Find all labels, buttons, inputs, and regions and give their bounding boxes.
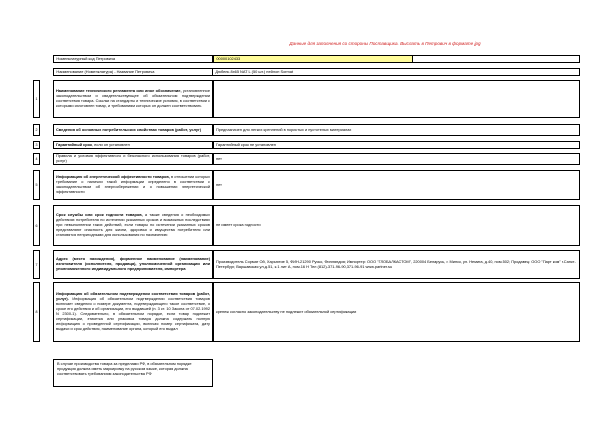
row-num: 7: [33, 250, 40, 279]
row-value: Гарантийный срок не установлен: [213, 141, 580, 149]
row-value: [213, 80, 580, 118]
row-label: Гарантийный срок, если он установлен: [53, 141, 213, 149]
row-value: Производитель Сормат Ой, Харьютие 5, ФИН-21290 Руско, Финляндия; Импортер: ООО "ГЛОБАЛКАСТОМ", 220004 Беларусь, г. Минск, ул. Немига, д.40, пом.502; Продавец: ООО "Парт ком" г.Санкт-Петербург, Варшавская ул.д.51, к.1 лит А, пом.16 Н Тел (812)-371-96-90,371-96-91 www.partner.su: [213, 250, 580, 279]
row-num: 6: [33, 205, 40, 246]
row-label: Срок службы или срок годности товаров, а также сведения о необходимых действиях потребителя по истечении указанных сроков и возможных последствиях при невыполнении таких действий, если товары по истечении указанных сроков представляют опасность для жизни, здоровья и имущества потребителя или становятся непригодными для использования по назначению: [53, 205, 213, 246]
footer-note: В случае производства товара за пределами РФ, в обязательном порядке продукция должна иметь маркировку на русском языке, которая должна соответствовать требованиям законодательства РФ: [53, 359, 213, 387]
header-note: Данные для заполнения со стороны Поставщика. Выслать в Петрович в формате jpg: [289, 41, 481, 46]
row-label: Информацию об обязательном подтверждении соответствия товаров (работ, услуг). Информация об обязательном подтверждении соответствия товаров включает сведения о номере документа, подтверждающего такое соответствие, о сроке его действия и об организации, его выдавшей (п. 3 ст. 10 Закона от 07.02.1992 N 2300-1). Следовательно, в обязательном порядке, если товар подлежит сертификации, этикетка или упаковка товара должна содержать полную информацию о проведенной сертификации, включая номер сертификата, дату выдачи и срок действия, наименование органа, который его выдал: [53, 282, 213, 342]
row-num: 2: [33, 124, 40, 136]
code-label: Номенклатурный код Петровича: [53, 55, 213, 63]
row-label: Информацию об энергетической эффективности товаров, в отношении которых требование о наличии такой информации определено в соответствии с законодательством об энергосбережении и о повышении энергетической эффективности: [53, 170, 213, 200]
code-value: 00000102433: [213, 55, 413, 63]
row-num: 3: [33, 141, 40, 149]
row-label: Сведения об основных потребительских свойствах товаров (работ, услуг): [53, 124, 213, 136]
row-num: 5: [33, 170, 40, 200]
row-value: нет: [213, 170, 580, 200]
row-value: нет: [213, 153, 580, 165]
row-value: не имеет срока годности: [213, 205, 580, 246]
name-value: Дюбель 8х65 NAT L (50 шт.) нейлон Sormat: [215, 68, 294, 74]
top-row-name: [53, 68, 580, 76]
row-num: 1: [33, 80, 40, 118]
row-num: 8: [33, 282, 40, 342]
row-value: крепеж согласно законодательству не подлежит обязательной сертификации: [213, 282, 580, 342]
row-label: Адрес (место нахождения), фирменное наименование (наименование) изготовителя (исполнителя, продавца), уполномоченной организации или уполномоченного индивидуального предпринимателя, импортера: [53, 250, 213, 279]
top-row-code: [53, 55, 580, 63]
row-label: Правила и условия эффективного и безопасного использования товаров (работ, услуг): [53, 153, 213, 165]
row-num: 4: [33, 153, 40, 165]
row-value: Предназначен для легких креплений в пористых и пустотелых материалах: [213, 124, 580, 136]
name-label: Наименование (Номенклатура) - Название Петровича: [53, 68, 213, 76]
row-label: Наименование технического регламента или иное обозначение, установленное законодательством и свидетельствующее об обязательном подтверждении соответствия товара. Ссылки на стандарты и технические условия, в соответствии с которыми изготовлен товар, и требованиям которых он должен соответствовать: [53, 80, 213, 118]
